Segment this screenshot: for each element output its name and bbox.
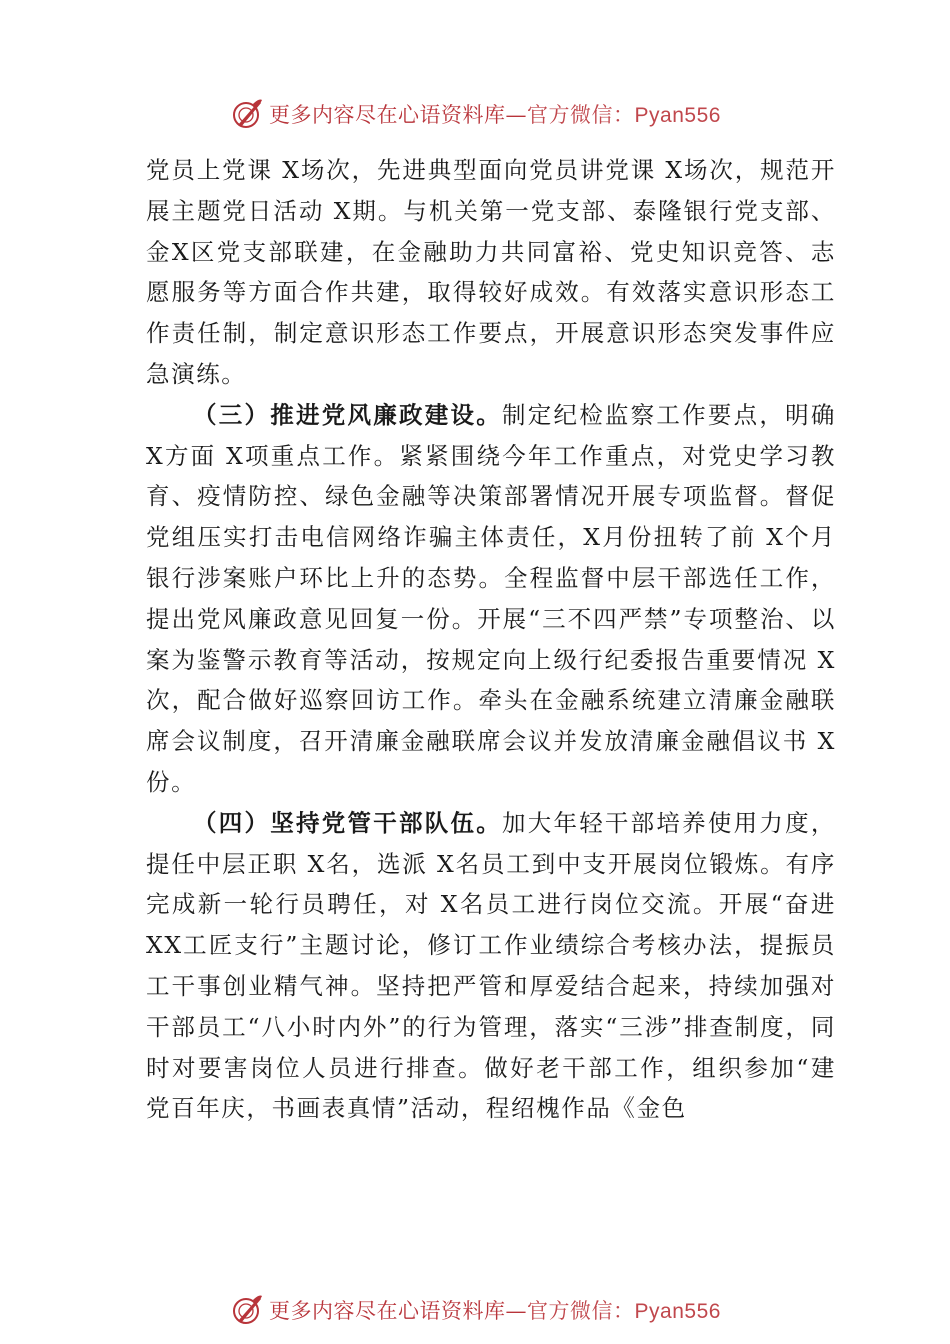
paragraph-2 [146, 395, 836, 803]
quill-pen-seal-icon [229, 1292, 265, 1328]
section-heading-3: （三）推进党风廉政建设。 [193, 400, 502, 429]
header-watermark [0, 94, 950, 134]
paragraph-1 [146, 150, 836, 395]
quill-pen-seal-icon [229, 96, 265, 132]
paragraph-3-text: 加大年轻干部培养使用力度，提任中层正职 X名，选派 X名员工到中支开展岗位锻炼。有序完成新一轮行员聘任，对 X名员工进行岗位交流。开展“奋进 XX工匠支行”主题讨论，修订工作业绩综合考核办法，提振员工干事创业精气神。坚持把严管和厚爱结合起来，持续加强对干部员工“八小时内外”的行为管理，落实“三涉”排查制度，同时对要害岗位人员进行排查。做好老干部工作，组织参加“建党百年庆，书画表真情”活动，程绍槐作品《金色 [146, 808, 836, 1123]
watermark-text: 更多内容尽在心语资料库—官方微信：Pyan556 [269, 103, 721, 127]
paragraph-1-text: 党员上党课 X场次，先进典型面向党员讲党课 X场次，规范开展主题党日活动 X期。与机关第一党支部、泰隆银行党支部、金Ⅹ区党支部联建，在金融助力共同富裕、党史知识竞答、志愿服务等方面合作共建，取得较好成效。有效落实意识形态工作责任制，制定意识形态工作要点，开展意识形态突发事件应急演练。 [146, 156, 836, 388]
paragraph-2-text: 制定纪检监察工作要点，明确 X方面 X项重点工作。紧紧围绕今年工作重点，对党史学习教育、疫情防控、绿色金融等决策部署情况开展专项监督。督促党组压实打击电信网络诈骗主体责任，X月份扭转了前 X个月银行涉案账户环比上升的态势。全程监督中层干部选任工作，提出党风廉政意见回复一份。开展“三不四严禁”专项整治、以案为鉴警示教育等活动，按规定向上级行纪委报告重要情况 X次，配合做好巡察回访工作。牵头在金融系统建立清廉金融联席会议制度，召开清廉金融联席会议并发放清廉金融倡议书 X份。 [146, 400, 836, 796]
watermark-text: 更多内容尽在心语资料库—官方微信：Pyan556 [269, 1299, 721, 1323]
footer-watermark [0, 1290, 950, 1330]
section-heading-4: （四）坚持党管干部队伍。 [193, 808, 502, 837]
document-body [146, 150, 836, 1129]
paragraph-3 [146, 803, 836, 1129]
